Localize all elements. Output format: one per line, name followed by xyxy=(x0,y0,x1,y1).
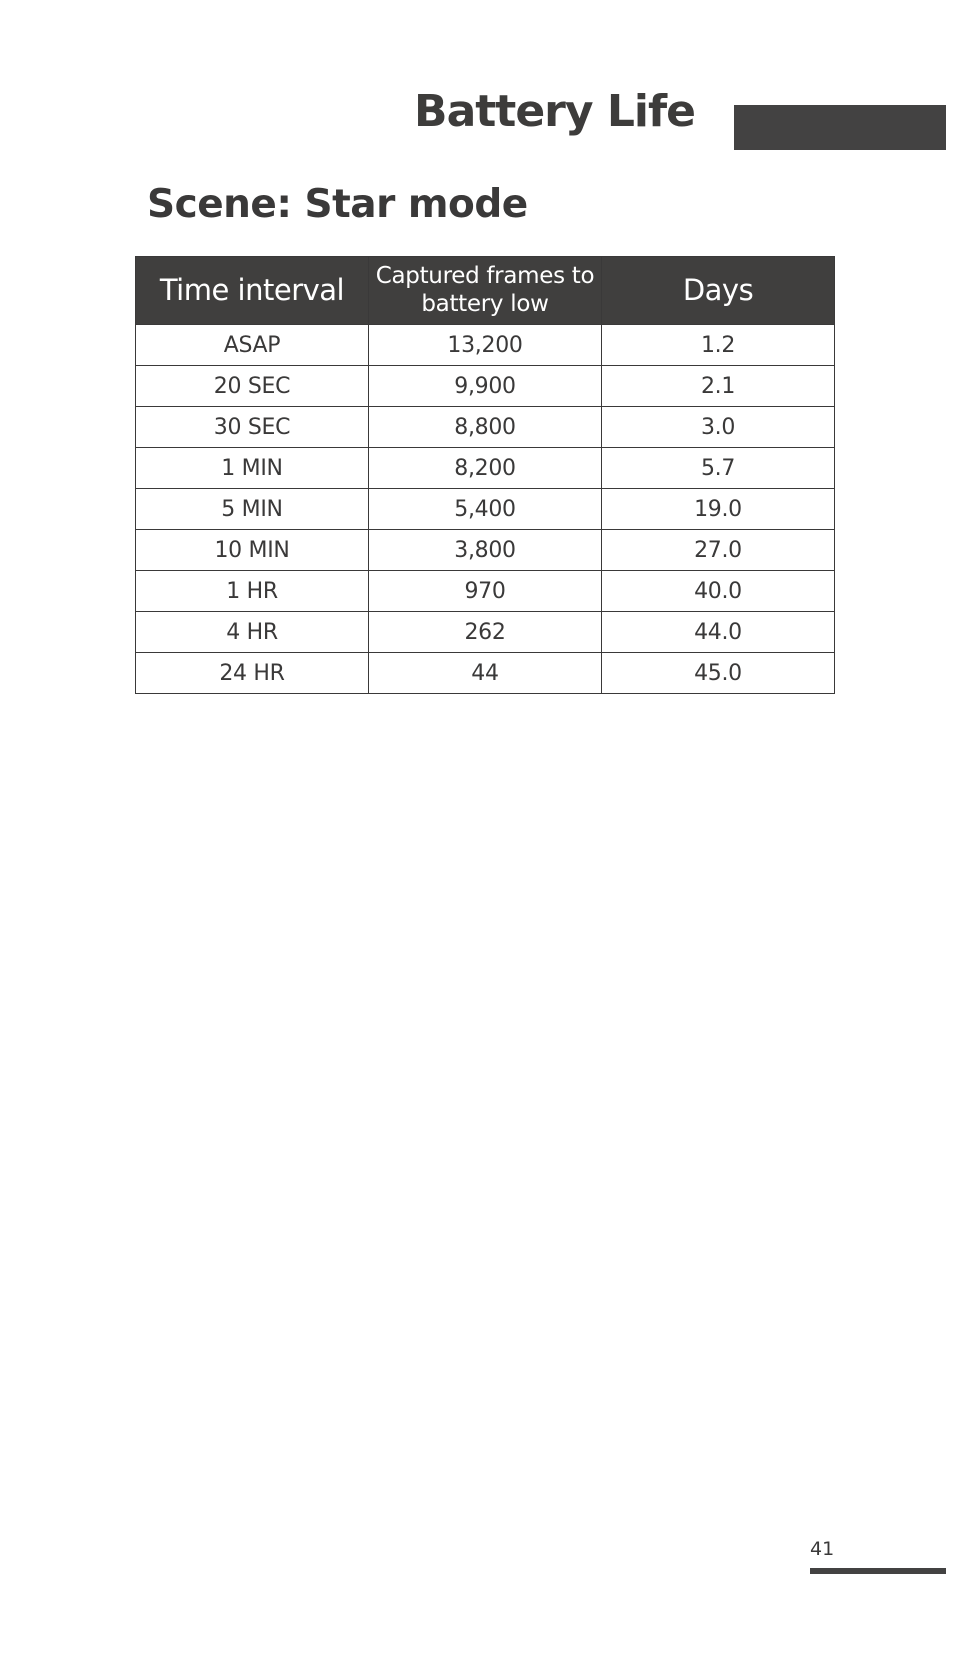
page-number-rule xyxy=(810,1568,946,1574)
table-row xyxy=(136,653,835,694)
cell-captured-frames: 8,800 xyxy=(369,407,602,448)
table-row xyxy=(136,571,835,612)
cell-days: 1.2 xyxy=(602,325,835,366)
table-row xyxy=(136,612,835,653)
cell-captured-frames: 262 xyxy=(369,612,602,653)
scene-label: Scene: xyxy=(147,182,292,227)
cell-days: 5.7 xyxy=(602,448,835,489)
table-header-row xyxy=(136,257,835,325)
page-title: Battery Life xyxy=(414,86,695,137)
cell-time-interval: 1 MIN xyxy=(136,448,369,489)
cell-days: 45.0 xyxy=(602,653,835,694)
cell-captured-frames: 8,200 xyxy=(369,448,602,489)
table-row xyxy=(136,530,835,571)
cell-captured-frames: 5,400 xyxy=(369,489,602,530)
cell-days: 3.0 xyxy=(602,407,835,448)
cell-captured-frames: 13,200 xyxy=(369,325,602,366)
header-captured-frames: Captured frames to battery low xyxy=(369,257,602,325)
cell-days: 2.1 xyxy=(602,366,835,407)
scene-heading xyxy=(147,182,528,229)
table-row xyxy=(136,489,835,530)
table-body xyxy=(136,325,835,694)
header-time-interval: Time interval xyxy=(136,257,369,325)
battery-life-table-container xyxy=(135,256,835,694)
cell-captured-frames: 9,900 xyxy=(369,366,602,407)
title-accent-bar xyxy=(734,105,946,150)
table-row xyxy=(136,366,835,407)
cell-time-interval: 10 MIN xyxy=(136,530,369,571)
cell-days: 40.0 xyxy=(602,571,835,612)
table-row xyxy=(136,325,835,366)
scene-value: Star mode xyxy=(291,182,528,227)
table-row xyxy=(136,407,835,448)
cell-time-interval: 20 SEC xyxy=(136,366,369,407)
cell-time-interval: 1 HR xyxy=(136,571,369,612)
cell-captured-frames: 44 xyxy=(369,653,602,694)
cell-time-interval: 5 MIN xyxy=(136,489,369,530)
cell-time-interval: ASAP xyxy=(136,325,369,366)
cell-captured-frames: 3,800 xyxy=(369,530,602,571)
cell-time-interval: 30 SEC xyxy=(136,407,369,448)
table-row xyxy=(136,448,835,489)
cell-days: 27.0 xyxy=(602,530,835,571)
cell-days: 44.0 xyxy=(602,612,835,653)
cell-days: 19.0 xyxy=(602,489,835,530)
page-number: 41 xyxy=(810,1538,835,1560)
header-days: Days xyxy=(602,257,835,325)
cell-captured-frames: 970 xyxy=(369,571,602,612)
cell-time-interval: 4 HR xyxy=(136,612,369,653)
battery-life-table xyxy=(135,256,835,694)
cell-time-interval: 24 HR xyxy=(136,653,369,694)
